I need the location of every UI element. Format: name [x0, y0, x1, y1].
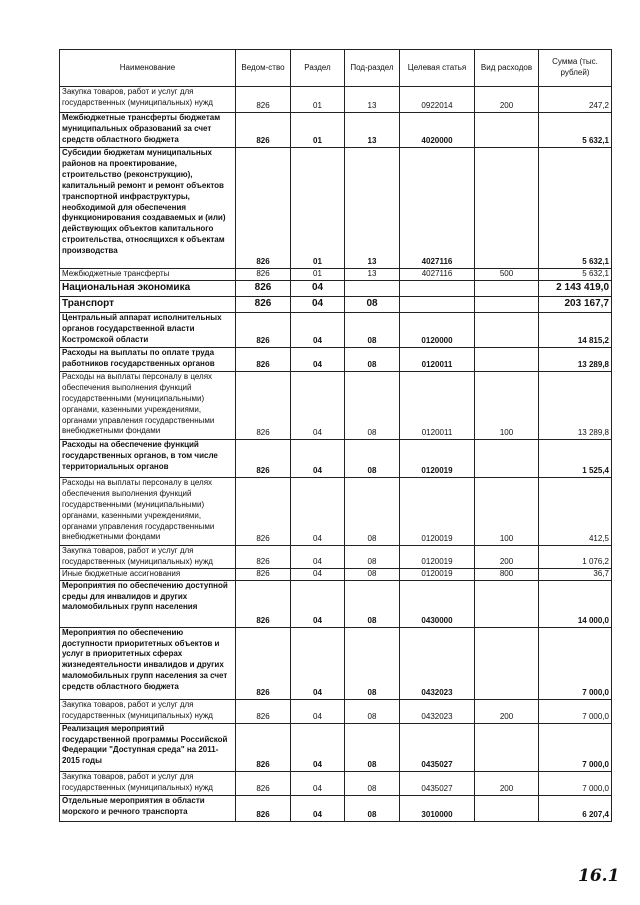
- row-razdel: 04: [291, 347, 345, 371]
- row-vedom: 826: [236, 87, 291, 113]
- header-name: Наименование: [60, 50, 236, 87]
- row-razdel: 04: [291, 580, 345, 627]
- row-razdel: 04: [291, 296, 345, 312]
- row-vid: [475, 113, 539, 148]
- row-podrazdel: 08: [345, 795, 400, 821]
- row-razdel: 01: [291, 148, 345, 269]
- row-vid: [475, 296, 539, 312]
- header-row: [60, 50, 612, 87]
- row-name: Закупка товаров, работ и услуг для государственных (муниципальных) нужд: [60, 771, 236, 795]
- row-vedom: 826: [236, 148, 291, 269]
- row-statya: 0120019: [400, 477, 475, 545]
- row-vedom: 826: [236, 477, 291, 545]
- row-vid: [475, 795, 539, 821]
- row-statya: 0432023: [400, 627, 475, 699]
- row-podrazdel: 08: [345, 580, 400, 627]
- row-statya: 4020000: [400, 113, 475, 148]
- row-vid: 200: [475, 545, 539, 568]
- row-summa: 14 000,0: [539, 580, 612, 627]
- row-razdel: 04: [291, 477, 345, 545]
- row-summa: 7 000,0: [539, 699, 612, 723]
- table-row: [60, 795, 612, 821]
- row-vid: [475, 347, 539, 371]
- row-summa: 7 000,0: [539, 723, 612, 771]
- row-podrazdel: 13: [345, 87, 400, 113]
- row-vedom: 826: [236, 771, 291, 795]
- table-row: [60, 771, 612, 795]
- row-razdel: 04: [291, 568, 345, 580]
- row-name: Транспорт: [60, 296, 236, 312]
- row-vid: [475, 627, 539, 699]
- row-podrazdel: 08: [345, 312, 400, 347]
- row-summa: 6 207,4: [539, 795, 612, 821]
- row-statya: [400, 296, 475, 312]
- row-razdel: 04: [291, 545, 345, 568]
- row-name: Расходы на выплаты персоналу в целях обеспечения выполнения функций государственными (муниципальными) органами, казенными учреждениями, органами управления государственными внебюджетными фондами: [60, 477, 236, 545]
- table-row: [60, 269, 612, 281]
- row-razdel: 04: [291, 627, 345, 699]
- row-razdel: 04: [291, 723, 345, 771]
- row-vid: 200: [475, 771, 539, 795]
- row-statya: 0432023: [400, 699, 475, 723]
- row-name: Центральный аппарат исполнительных органов государственной власти Костромской области: [60, 312, 236, 347]
- row-vedom: 826: [236, 439, 291, 477]
- row-name: Межбюджетные трансферты: [60, 269, 236, 281]
- row-vedom: 826: [236, 371, 291, 439]
- row-podrazdel: 08: [345, 771, 400, 795]
- header-vedom: Ведом-ство: [236, 50, 291, 87]
- row-name: Мероприятия по обеспечению доступной среды для инвалидов и других маломобильных групп населения: [60, 580, 236, 627]
- row-razdel: 04: [291, 312, 345, 347]
- row-podrazdel: 08: [345, 296, 400, 312]
- row-statya: 0435027: [400, 723, 475, 771]
- row-statya: 4027116: [400, 269, 475, 281]
- table-row: [60, 312, 612, 347]
- row-statya: 0430000: [400, 580, 475, 627]
- row-name: Национальная экономика: [60, 280, 236, 296]
- table-row: [60, 280, 612, 296]
- row-podrazdel: 08: [345, 568, 400, 580]
- row-vid: [475, 439, 539, 477]
- row-vedom: 826: [236, 312, 291, 347]
- row-razdel: 01: [291, 269, 345, 281]
- row-statya: 0120000: [400, 312, 475, 347]
- row-razdel: 04: [291, 771, 345, 795]
- table-row: [60, 113, 612, 148]
- row-summa: 36,7: [539, 568, 612, 580]
- header-podrazdel: Под-раздел: [345, 50, 400, 87]
- row-vid: 800: [475, 568, 539, 580]
- row-vedom: 826: [236, 269, 291, 281]
- table-row: [60, 568, 612, 580]
- row-name: Иные бюджетные ассигнования: [60, 568, 236, 580]
- row-podrazdel: 13: [345, 113, 400, 148]
- row-summa: 5 632,1: [539, 148, 612, 269]
- row-summa: 5 632,1: [539, 113, 612, 148]
- row-statya: [400, 280, 475, 296]
- header-statya: Целевая статья: [400, 50, 475, 87]
- table-body: [60, 87, 612, 822]
- row-summa: 7 000,0: [539, 627, 612, 699]
- row-razdel: 04: [291, 699, 345, 723]
- table-row: [60, 296, 612, 312]
- row-podrazdel: 08: [345, 371, 400, 439]
- row-name: Закупка товаров, работ и услуг для государственных (муниципальных) нужд: [60, 87, 236, 113]
- row-podrazdel: 13: [345, 148, 400, 269]
- table-row: [60, 699, 612, 723]
- row-razdel: 04: [291, 795, 345, 821]
- header-summa: Сумма (тыс. рублей): [539, 50, 612, 87]
- row-name: Отдельные мероприятия в области морского и речного транспорта: [60, 795, 236, 821]
- row-summa: 1 525,4: [539, 439, 612, 477]
- row-vid: 200: [475, 87, 539, 113]
- row-name: Межбюджетные трансферты бюджетам муниципальных образований за счет средств областного бюджета: [60, 113, 236, 148]
- row-vid: [475, 280, 539, 296]
- row-name: Расходы на выплаты персоналу в целях обеспечения выполнения функций государственными (муниципальными) органами, казенными учреждениями, органами управления государственными внебюджетными фондами: [60, 371, 236, 439]
- row-summa: 1 076,2: [539, 545, 612, 568]
- row-vedom: 826: [236, 296, 291, 312]
- row-vid: [475, 312, 539, 347]
- table-row: [60, 723, 612, 771]
- row-vedom: 826: [236, 723, 291, 771]
- row-summa: 13 289,8: [539, 347, 612, 371]
- row-summa: 203 167,7: [539, 296, 612, 312]
- table-row: [60, 627, 612, 699]
- row-statya: 0120019: [400, 545, 475, 568]
- row-vid: [475, 723, 539, 771]
- row-podrazdel: 08: [345, 545, 400, 568]
- header-razdel: Раздел: [291, 50, 345, 87]
- row-podrazdel: 13: [345, 269, 400, 281]
- row-summa: 247,2: [539, 87, 612, 113]
- table-row: [60, 371, 612, 439]
- row-vedom: 826: [236, 580, 291, 627]
- row-vedom: 826: [236, 280, 291, 296]
- row-summa: 5 632,1: [539, 269, 612, 281]
- row-podrazdel: 08: [345, 723, 400, 771]
- row-podrazdel: 08: [345, 439, 400, 477]
- row-razdel: 04: [291, 280, 345, 296]
- row-vid: [475, 148, 539, 269]
- row-name: Мероприятия по обеспечению доступности приоритетных объектов и услуг в приоритетных сферах жизнедеятельности инвалидов и других маломобильных групп населения за счет средств областного бюджета: [60, 627, 236, 699]
- row-summa: 2 143 419,0: [539, 280, 612, 296]
- row-name: Реализация мероприятий государственной программы Российской Федерации "Доступная среда" на 2011-2015 годы: [60, 723, 236, 771]
- row-razdel: 04: [291, 371, 345, 439]
- row-podrazdel: 08: [345, 699, 400, 723]
- row-summa: 7 000,0: [539, 771, 612, 795]
- row-vedom: 826: [236, 545, 291, 568]
- row-name: Субсидии бюджетам муниципальных районов на проектирование, строительство (реконструкцию), капитальный ремонт и ремонт объектов транспортной инфраструктуры, необходимой для обеспечения функционирования создаваемых и (или) действующих объектов капитального строительства, относящихся к объектам производства: [60, 148, 236, 269]
- row-vid: 200: [475, 699, 539, 723]
- row-vedom: 826: [236, 347, 291, 371]
- header-vid: Вид расходов: [475, 50, 539, 87]
- row-podrazdel: 08: [345, 627, 400, 699]
- row-statya: 0120011: [400, 347, 475, 371]
- table-row: [60, 87, 612, 113]
- row-vedom: 826: [236, 568, 291, 580]
- table-row: [60, 545, 612, 568]
- row-vid: 100: [475, 477, 539, 545]
- table-row: [60, 148, 612, 269]
- row-razdel: 04: [291, 439, 345, 477]
- row-summa: 13 289,8: [539, 371, 612, 439]
- row-statya: 0120019: [400, 439, 475, 477]
- row-podrazdel: [345, 280, 400, 296]
- row-name: Расходы на выплаты по оплате труда работников государственных органов: [60, 347, 236, 371]
- row-summa: 412,5: [539, 477, 612, 545]
- row-name: Расходы на обеспечение функций государственных органов, в том числе территориальных органов: [60, 439, 236, 477]
- row-statya: 3010000: [400, 795, 475, 821]
- page-number: 16.1: [578, 866, 620, 886]
- row-vedom: 826: [236, 795, 291, 821]
- row-razdel: 01: [291, 87, 345, 113]
- table-row: [60, 580, 612, 627]
- row-vedom: 826: [236, 699, 291, 723]
- row-statya: 0922014: [400, 87, 475, 113]
- row-vid: 100: [475, 371, 539, 439]
- row-razdel: 01: [291, 113, 345, 148]
- row-name: Закупка товаров, работ и услуг для государственных (муниципальных) нужд: [60, 699, 236, 723]
- row-podrazdel: 08: [345, 477, 400, 545]
- table-row: [60, 439, 612, 477]
- row-statya: 0120019: [400, 568, 475, 580]
- table-row: [60, 477, 612, 545]
- row-summa: 14 815,2: [539, 312, 612, 347]
- table-row: [60, 347, 612, 371]
- row-statya: 0120011: [400, 371, 475, 439]
- row-vid: [475, 580, 539, 627]
- row-statya: 0435027: [400, 771, 475, 795]
- row-vid: 500: [475, 269, 539, 281]
- row-vedom: 826: [236, 113, 291, 148]
- row-name: Закупка товаров, работ и услуг для государственных (муниципальных) нужд: [60, 545, 236, 568]
- row-vedom: 826: [236, 627, 291, 699]
- row-podrazdel: 08: [345, 347, 400, 371]
- budget-table: [59, 49, 612, 822]
- row-statya: 4027116: [400, 148, 475, 269]
